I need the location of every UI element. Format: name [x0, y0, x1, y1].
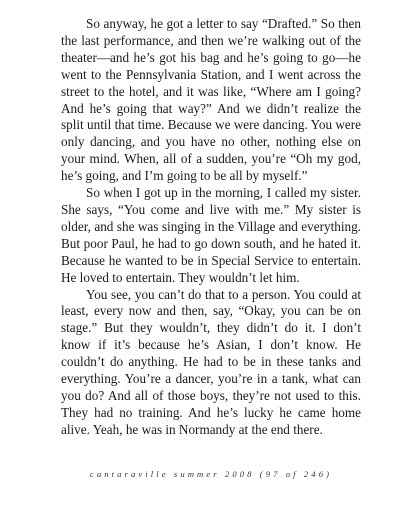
paragraph-1: So anyway, he got a letter to say “Drafted.” So then the last performance, and then we’re walking out of the theater—and he’s got his bag and he’s going to go—he went to the Pennsylvania Station, and I went across the street to the hotel, and it was like, “Where am I going? And he’s going that way?” And we didn’t realize the split until that time. Because we were dancing. You were only dancing, and you have no other, nothing else on your mind. When, all of a sudden, you’re “Oh my god, he’s going, and I’m going to be all by myself.”: [61, 16, 361, 184]
paragraph-2: So when I got up in the morning, I called my sister. She says, “You come and live with me.” My sister is older, and she was singing in the Village and everything. But poor Paul, he had to go down south, and he hated it. Because he wanted to be in Special Service to entertain. He loved to entertain. They wouldn’t let him.: [61, 185, 361, 285]
body-text: [61, 16, 361, 439]
page-footer: cantaraville summer 2008 (97 of 246): [89, 469, 333, 479]
paragraph-3: You see, you can’t do that to a person. You could at least, every now and then, say, “Okay, you can be on stage.” But they wouldn’t, they didn’t do it. I don’t know if it’s because he’s Asian, I don’t know. He couldn’t do anything. He had to be in these tanks and everything. You’re a dancer, you’re in a tank, what can you do? And all of those boys, they’re not used to this. They had no training. And he’s lucky he came home alive. Yeah, he was in Normandy at the end there.: [61, 286, 361, 437]
